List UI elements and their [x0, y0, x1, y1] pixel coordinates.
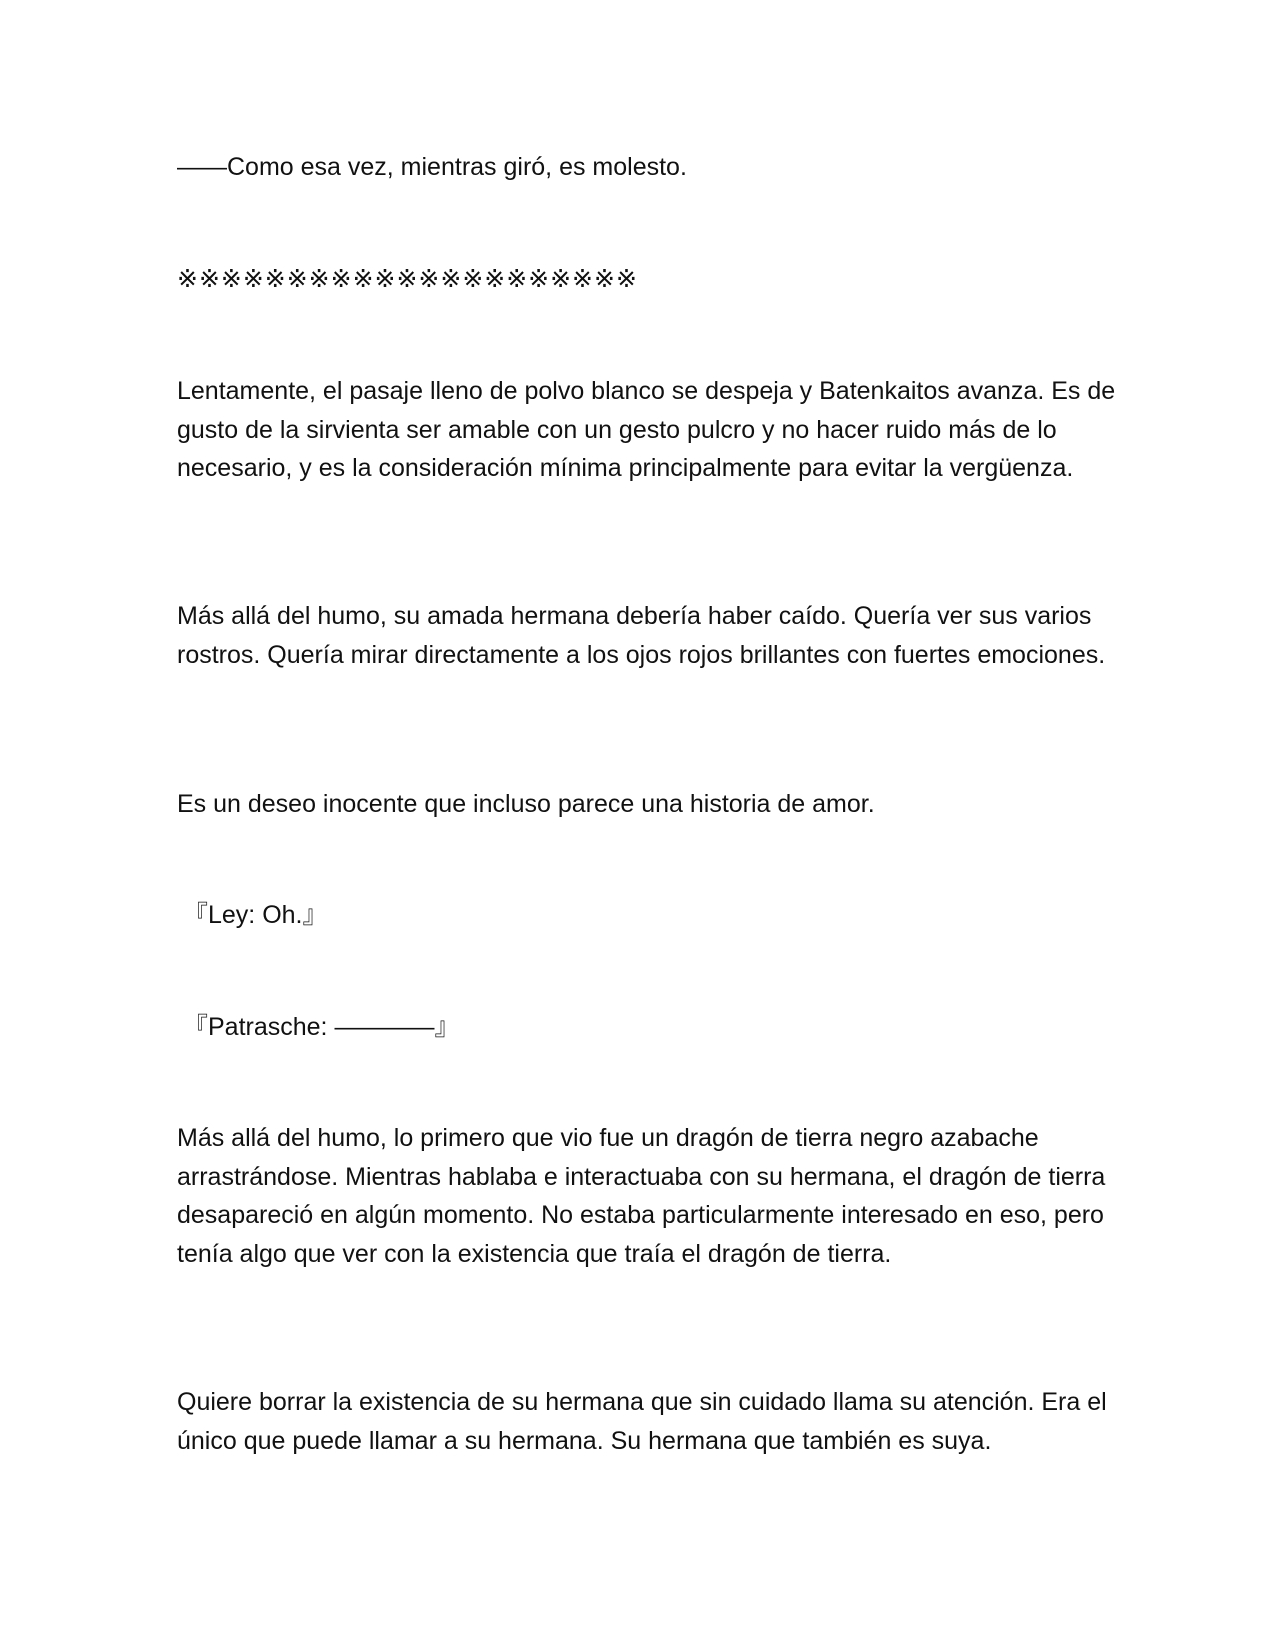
- paragraph-beyond-smoke: Más allá del humo, su amada hermana debería haber caído. Quería ver sus varios rostros. Quería mirar directamente a los ojos rojos brillantes con fuertes emociones.: [177, 602, 1106, 669]
- scene-break-marks: ※※※※※※※※※※※※※※※※※※※※※: [177, 265, 638, 293]
- dialogue-ley: 『Ley: Oh.』: [183, 901, 328, 929]
- paragraph-earth-dragon: Más allá del humo, lo primero que vio fue un dragón de tierra negro azabache arrastrándose. Mientras hablaba e interactuaba con su hermana, el dragón de tierra desapareció en algún momento. No estaba particularmente interesado en eso, pero tenía algo que ver con la existencia que traía el dragón de tierra.: [177, 1124, 1106, 1268]
- paragraph-erase-existence: Quiere borrar la existencia de su hermana que sin cuidado llama su atención. Era el único que puede llamar a su hermana. Su hermana que también es suya.: [177, 1388, 1107, 1455]
- dialogue-patrasche: 『Patrasche: ————』: [183, 1013, 460, 1041]
- paragraph-innocent-wish: Es un deseo inocente que incluso parece una historia de amor.: [177, 790, 875, 818]
- opening-line: ——Como esa vez, mientras giró, es molesto.: [177, 153, 687, 181]
- paragraph-passage-clears: Lentamente, el pasaje lleno de polvo blanco se despeja y Batenkaitos avanza. Es de gusto de la sirvienta ser amable con un gesto pulcro y no hacer ruido más de lo necesario, y es la consideración mínima principalmente para evitar la vergüenza.: [177, 377, 1116, 482]
